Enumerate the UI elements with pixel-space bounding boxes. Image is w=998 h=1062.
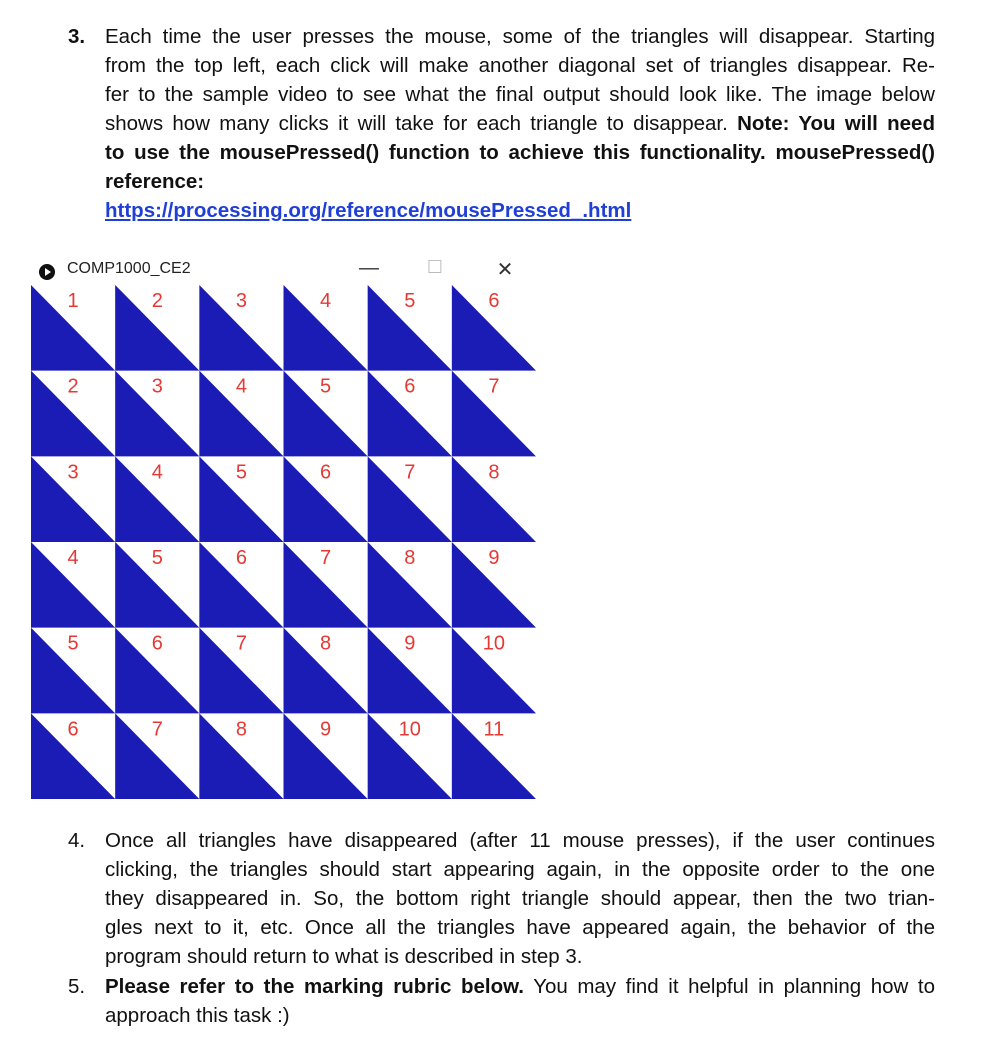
click-count-label-r4-c6: 9 [488,547,500,569]
click-count-label-r2-c1: 2 [67,375,79,398]
click-count-label-r5-c3: 7 [235,632,247,655]
click-count-label-r4-c5: 8 [404,547,416,569]
click-count-label-r3-c4: 6 [320,461,332,484]
click-count-label-r6-c5: 10 [398,718,421,741]
sketch-window [31,255,536,799]
click-count-label-r3-c3: 5 [235,461,247,484]
step-4-text [105,826,935,971]
click-count-label-r2-c5: 6 [404,375,416,398]
close-icon[interactable]: ✕ [496,259,514,281]
step-4-line-2: clicking, the triangles should start appearing again, in the opposite order to the one [105,858,935,881]
click-count-label-r6-c6: 11 [483,718,505,741]
step-5-line-1-text: You may find it helpful in planning how to [523,975,935,998]
step-3-line-5 [105,138,935,167]
maximize-icon[interactable]: ☐ [426,257,444,277]
click-count-label-r3-c5: 7 [404,461,416,484]
click-count-label-r2-c6: 7 [488,375,500,398]
step-3-line-3: fer to the sample video to see what the final output should look like. The image below [105,83,935,106]
minimize-icon[interactable]: — [359,257,379,279]
triangle-grid-canvas[interactable] [31,285,536,799]
click-count-label-r5-c1: 5 [67,632,79,655]
step-3-note-cont: to use the mousePressed() function to achieve this functionality. mousePressed() [105,141,935,164]
step-4-line-4: gles next to it, etc. Once all the triangles have appeared again, the behavior of the [105,916,935,939]
step-3-line-4-text: shows how many clicks it will take for each triangle to disappear. [105,112,738,135]
click-count-label-r3-c6: 8 [488,461,500,484]
click-count-label-r4-c2: 5 [151,547,163,569]
click-count-label-r4-c4: 7 [320,547,332,569]
step-3-line-4 [105,109,935,138]
step-5-line-2: approach this task :) [105,1004,290,1027]
step-3-line-6 [105,167,935,196]
click-count-label-r2-c3: 4 [235,375,247,398]
click-count-label-r1-c1: 1 [67,290,79,312]
click-count-label-r5-c4: 8 [320,632,332,655]
step-3-line-7 [105,196,935,225]
click-count-label-r6-c1: 6 [67,718,79,741]
step-4-line-3: they disappeared in. So, the bottom right triangle should appear, then the two trian- [105,887,935,910]
step-4-line-5: program should return to what is described in step 3. [105,945,583,968]
step-3-note: Note: You will need [737,112,935,135]
step-3-line-1: Each time the user presses the mouse, some of the triangles will disappear. Starting [105,25,935,48]
window-title: COMP1000_CE2 [67,260,191,277]
click-count-label-r5-c6: 10 [482,632,506,655]
mousepressed-reference-link[interactable]: https://processing.org/reference/mousePressed_.html [105,199,632,222]
click-count-label-r6-c3: 8 [235,718,247,741]
processing-app-icon [39,264,55,280]
click-count-label-r1-c4: 4 [320,290,332,312]
click-count-label-r5-c2: 6 [151,632,163,655]
click-count-label-r6-c2: 7 [151,718,163,741]
click-count-label-r5-c5: 9 [404,632,416,655]
step-5-number: 5. [68,975,86,998]
step-3-number: 3. [68,25,86,48]
step-5-rubric-note: Please refer to the marking rubric below. [105,975,524,998]
click-count-label-r4-c3: 6 [235,547,247,569]
step-3-line-2: from the top left, each click will make another diagonal set of triangles disappear. Re- [105,54,935,77]
click-count-label-r1-c6: 6 [488,290,500,312]
step-5-text [105,972,935,1030]
click-count-label-r3-c2: 4 [151,461,163,484]
click-count-label-r1-c5: 5 [404,290,416,312]
step-4-line-1: Once all triangles have disappeared (after 11 mouse presses), if the user continues [105,829,935,852]
click-count-label-r1-c2: 2 [151,290,163,312]
click-count-label-r1-c3: 3 [235,290,247,312]
step-5-line-1 [105,972,935,1001]
window-title-bar [31,255,536,285]
click-count-label-r2-c2: 3 [151,375,163,398]
step-4-number: 4. [68,829,86,852]
click-count-label-r6-c4: 9 [320,718,332,741]
click-count-label-r4-c1: 4 [67,547,79,569]
step-3-text [105,22,935,225]
click-count-label-r2-c4: 5 [320,375,332,398]
step-3-reference-label: reference: [105,170,205,193]
click-count-label-r3-c1: 3 [67,461,79,484]
